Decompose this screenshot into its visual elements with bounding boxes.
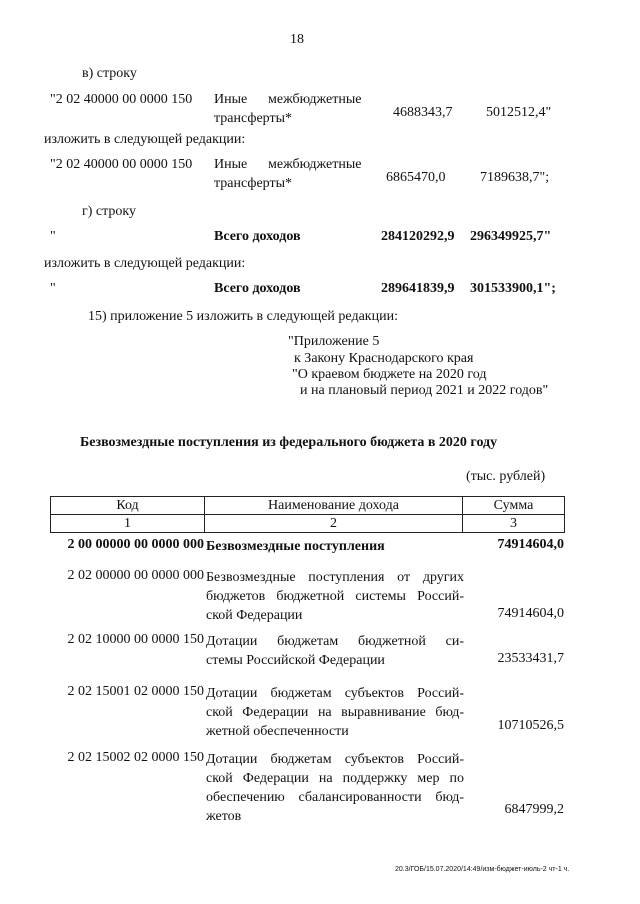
row-name <box>206 632 464 670</box>
item-g-new-val1: 289641839,9 <box>381 281 455 296</box>
item-v-old-code: "2 02 40000 00 0000 150 <box>50 92 193 107</box>
item-g-new-name: Всего доходов <box>214 281 301 296</box>
row-name-line: Безвозмездные поступления <box>206 539 385 554</box>
item-v-old-name-1: Иные <box>214 92 248 107</box>
appendix-line-1: "Приложение 5 <box>288 334 380 349</box>
item-g-new-val2: 301533900,1"; <box>470 281 556 296</box>
row-name-line: Дотации бюджетам субъектов Россий- <box>206 752 464 767</box>
table-row <box>50 684 570 744</box>
table-row <box>50 568 570 628</box>
item-v-intro: в) строку <box>82 66 137 81</box>
item-v-old-val2: 5012512,4" <box>486 105 552 120</box>
revenue-table-header <box>50 496 565 533</box>
page-number: 18 <box>290 32 304 47</box>
row-name-line: жетной обеспеченности <box>206 724 349 739</box>
row-amount: 74914604,0 <box>497 606 564 621</box>
row-amount: 6847999,2 <box>504 802 564 817</box>
item-v-old-name-2: трансферты* <box>214 111 293 126</box>
row-name-line: Дотации бюджетам бюджетной си- <box>206 634 464 649</box>
row-name-line: жетов <box>206 809 242 824</box>
appendix-line-2: к Закону Краснодарского края <box>294 351 474 366</box>
appendix-line-3: "О краевом бюджете на 2020 год <box>292 367 487 382</box>
row-code: 2 02 00000 00 0000 000 <box>67 568 204 583</box>
item-g-new-quote: " <box>50 281 56 296</box>
row-name <box>206 684 464 741</box>
row-amount: 23533431,7 <box>497 651 564 666</box>
item-v-new-name-1: Иные <box>214 157 248 172</box>
header-code: Код <box>51 497 205 515</box>
item-v-old-val1: 4688343,7 <box>393 105 453 120</box>
table-row <box>50 537 570 557</box>
table-title: Безвозмездные поступления из федерального бюджета в 2020 году <box>80 435 498 450</box>
item-v-new-val2: 7189638,7"; <box>480 170 550 185</box>
row-amount: 74914604,0 <box>497 537 564 552</box>
row-name-line: Безвозмездные поступления от других <box>206 570 464 585</box>
row-name-line: бюджетов бюджетной системы Россий- <box>206 589 464 604</box>
units-label: (тыс. рублей) <box>466 469 546 484</box>
item-g-edit-note: изложить в следующей редакции: <box>44 256 246 271</box>
header-amount: Сумма <box>463 497 565 515</box>
header-name: Наименование дохода <box>205 497 463 515</box>
row-name <box>206 537 464 556</box>
item-g-old-quote: " <box>50 229 56 244</box>
item-g-old-name: Всего доходов <box>214 229 301 244</box>
row-name-line: стемы Российской Федерации <box>206 653 385 668</box>
row-name-line: ской Федерации на поддержку мер по <box>206 771 464 786</box>
row-name-line: ской Федерации <box>206 608 303 623</box>
row-amount: 10710526,5 <box>497 718 564 733</box>
colnum-2: 2 <box>205 515 463 533</box>
row-name <box>206 568 464 625</box>
item-15: 15) приложение 5 изложить в следующей редакции: <box>88 309 398 324</box>
colnum-1: 1 <box>51 515 205 533</box>
row-code: 2 02 15001 02 0000 150 <box>67 684 204 699</box>
row-name-line: Дотации бюджетам субъектов Россий- <box>206 686 464 701</box>
row-code: 2 00 00000 00 0000 000 <box>67 537 204 552</box>
item-v-new-name-1b: межбюджетные <box>268 157 362 172</box>
colnum-3: 3 <box>463 515 565 533</box>
row-code: 2 02 15002 02 0000 150 <box>67 750 204 765</box>
footer-stamp: 20.3/ГОБ/15.07.2020/14:49/изм-бюджет-июль-2 чт-1 ч. <box>395 866 570 873</box>
row-name-line: ской Федерации на выравнивание бюд- <box>206 705 464 720</box>
table-row <box>50 632 570 672</box>
table-row <box>50 750 570 830</box>
row-name-line: обеспечению сбалансированности бюд- <box>206 790 464 805</box>
row-name <box>206 750 464 826</box>
item-g-old-val2: 296349925,7" <box>470 229 552 244</box>
item-v-old-name-1b: межбюджетные <box>268 92 362 107</box>
row-code: 2 02 10000 00 0000 150 <box>67 632 204 647</box>
item-g-old-val1: 284120292,9 <box>381 229 455 244</box>
item-v-new-code: "2 02 40000 00 0000 150 <box>50 157 193 172</box>
item-v-new-val1: 6865470,0 <box>386 170 446 185</box>
item-g-intro: г) строку <box>82 204 137 219</box>
item-v-edit-note: изложить в следующей редакции: <box>44 132 246 147</box>
appendix-line-4: и на плановый период 2021 и 2022 годов" <box>300 383 549 398</box>
item-v-new-name-2: трансферты* <box>214 176 293 191</box>
